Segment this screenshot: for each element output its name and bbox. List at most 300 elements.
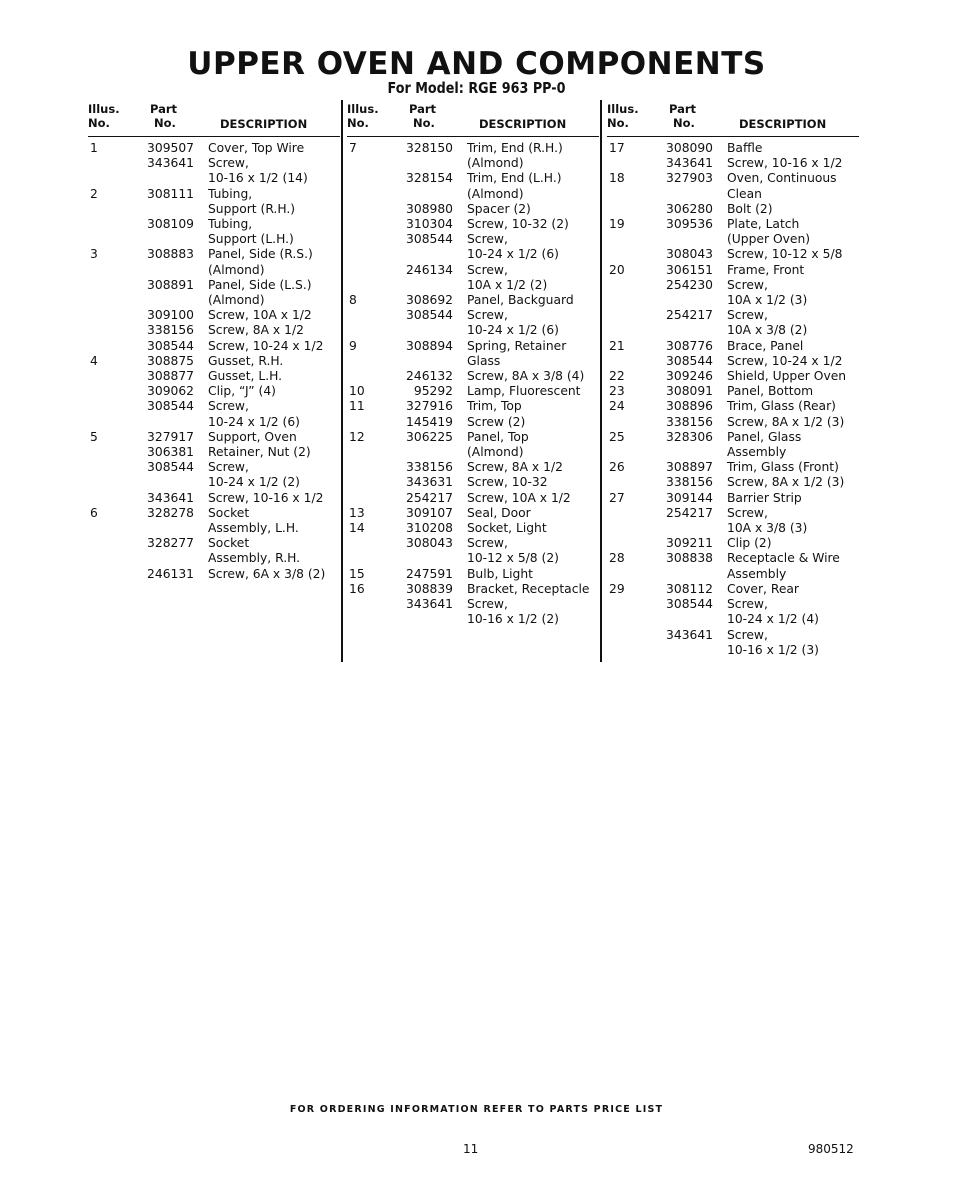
illus-number (607, 202, 657, 217)
part-number: 309507 (147, 141, 194, 155)
illus-number (347, 415, 397, 430)
part-description: Panel, Backguard (467, 293, 574, 308)
column-header (347, 100, 599, 137)
illus-number (88, 491, 138, 506)
parts-row (347, 369, 599, 384)
illus-number: 22 (609, 369, 625, 384)
illus-number (88, 156, 138, 186)
parts-row (88, 369, 340, 384)
part-description: Gusset, R.H. (208, 353, 284, 368)
part-description: Screw, 10-24 x 1/2 (6) (467, 308, 559, 338)
part-number: 309536 (666, 217, 713, 232)
illus-number (88, 217, 138, 247)
header-part-2: No. (413, 116, 435, 130)
part-number: 343641 (147, 490, 194, 505)
parts-row (347, 293, 599, 308)
part-number: 308109 (147, 217, 194, 232)
part-number: 338156 (406, 460, 453, 475)
part-description: Cover, Rear (727, 581, 799, 596)
illus-number (88, 567, 138, 582)
parts-row (347, 384, 599, 399)
part-description: Tubing, Support (R.H.) (208, 186, 296, 216)
header-illus-2: No. (607, 116, 629, 130)
part-description: Trim, End (R.H.) (Almond) (467, 141, 563, 171)
part-description: Bracket, Receptacle (467, 581, 590, 596)
illus-number: 28 (609, 551, 625, 566)
part-number: 254230 (666, 277, 713, 292)
illus-number: 9 (349, 338, 357, 353)
parts-row (607, 551, 859, 581)
part-description: Bolt (2) (727, 201, 773, 216)
part-description: Screw, 6A x 3/8 (2) (208, 566, 326, 581)
illus-number: 4 (90, 353, 98, 368)
illus-number: 14 (349, 521, 365, 536)
illus-number: 26 (609, 460, 625, 475)
part-number: 338156 (147, 323, 194, 338)
part-description: Trim, Top (467, 399, 522, 414)
part-description: Screw, 10-24 x 1/2 (4) (727, 597, 819, 627)
part-number: 309144 (666, 490, 713, 505)
illus-number (607, 536, 657, 551)
part-description: Seal, Door (467, 505, 531, 520)
parts-row (347, 460, 599, 475)
illus-number (88, 308, 138, 323)
part-description: Trim, Glass (Front) (727, 460, 839, 475)
illus-number (347, 597, 397, 627)
parts-row (607, 597, 859, 627)
part-description: Screw, 10-16 x 1/2 (2) (467, 597, 559, 627)
illus-number: 13 (349, 505, 365, 520)
part-number: 308875 (147, 353, 194, 368)
parts-row (347, 597, 599, 627)
illus-number: 18 (609, 171, 625, 186)
illus-number (607, 308, 657, 338)
illus-number: 23 (609, 384, 625, 399)
parts-row (347, 521, 599, 536)
illus-number (347, 475, 397, 490)
parts-column-1 (88, 100, 340, 582)
column-header (88, 100, 340, 137)
parts-row (88, 323, 340, 338)
parts-row (347, 171, 599, 201)
parts-row (607, 475, 859, 490)
illus-number (347, 171, 397, 201)
illus-number (607, 597, 657, 627)
part-description: Trim, Glass (Rear) (727, 399, 836, 414)
parts-row (607, 506, 859, 536)
parts-row (347, 567, 599, 582)
parts-row (607, 171, 859, 201)
parts-row (607, 369, 859, 384)
parts-row (347, 582, 599, 597)
part-number: 308043 (406, 536, 453, 551)
part-number: 338156 (666, 414, 713, 429)
parts-row (607, 491, 859, 506)
part-description: Screw, 10A x 1/2 (208, 308, 312, 323)
parts-row (88, 278, 340, 308)
parts-row (607, 217, 859, 247)
parts-row (88, 339, 340, 354)
part-number: 145419 (406, 414, 453, 429)
part-number: 343631 (406, 475, 453, 490)
part-number: 327916 (406, 399, 453, 414)
parts-row (347, 263, 599, 293)
parts-column-3 (607, 100, 859, 658)
part-number: 308891 (147, 277, 194, 292)
part-description: Clip, “J” (4) (208, 384, 276, 399)
illus-number (88, 445, 138, 460)
illus-number: 3 (90, 247, 98, 262)
part-description: Baffle (727, 141, 763, 155)
part-number: 310304 (406, 217, 453, 232)
part-number: 308544 (147, 460, 194, 475)
illus-number: 17 (609, 141, 625, 155)
illus-number (347, 202, 397, 217)
illus-number (347, 369, 397, 384)
parts-row (347, 506, 599, 521)
illus-number (347, 263, 397, 293)
part-description: Panel, Glass Assembly (727, 429, 802, 460)
part-description: Spacer (2) (467, 201, 531, 216)
part-number: 308877 (147, 369, 194, 384)
illus-number (607, 475, 657, 490)
illus-number (347, 217, 397, 232)
parts-row (88, 491, 340, 506)
part-description: Plate, Latch (Upper Oven) (727, 217, 811, 247)
illus-number (88, 339, 138, 354)
parts-row (88, 399, 340, 429)
part-number: 308544 (147, 399, 194, 414)
document-code: 980512 (808, 1142, 854, 1156)
illus-number (347, 536, 397, 566)
part-description: Screw (2) (467, 414, 526, 429)
part-number: 306225 (406, 429, 453, 444)
illus-number (88, 536, 138, 566)
part-number: 328154 (406, 171, 453, 186)
parts-row (607, 415, 859, 430)
header-part-2: No. (673, 116, 695, 130)
header-part-1: Part (150, 102, 178, 116)
part-description: Clip (2) (727, 536, 772, 551)
part-number: 306151 (666, 262, 713, 277)
part-description: Tubing, Support (L.H.) (208, 217, 294, 247)
part-description: Frame, Front (727, 262, 805, 277)
part-number: 308544 (147, 338, 194, 353)
part-description: Screw, 10-16 x 1/2 (727, 156, 843, 171)
parts-row (88, 217, 340, 247)
part-description: Screw, 10A x 3/8 (2) (727, 308, 808, 338)
part-description: Screw, 10-32 (2) (467, 217, 569, 232)
illus-number: 1 (90, 141, 98, 155)
part-description: Panel, Top (Almond) (467, 429, 529, 460)
ordering-note: FOR ORDERING INFORMATION REFER TO PARTS PRICE LIST (289, 1104, 664, 1115)
part-description: Panel, Side (L.S.) (Almond) (208, 277, 312, 308)
part-number: 308112 (666, 581, 713, 596)
part-description: Socket, Light (467, 521, 547, 536)
part-number: 306280 (666, 201, 713, 216)
parts-row (607, 263, 859, 278)
part-number: 246131 (147, 566, 194, 581)
parts-row (607, 384, 859, 399)
part-description: Gusset, L.H. (208, 369, 283, 384)
parts-row (347, 399, 599, 414)
illus-number (607, 506, 657, 536)
page-number: 11 (463, 1142, 479, 1156)
parts-row (607, 628, 859, 658)
part-description: Screw, 10-32 (467, 475, 548, 490)
illus-number (607, 628, 657, 658)
part-number: 328278 (147, 505, 194, 520)
part-number: 338156 (666, 475, 713, 490)
parts-row (88, 430, 340, 445)
part-description: Screw, 8A x 1/2 (467, 460, 563, 475)
part-description: Screw, 8A x 3/8 (4) (467, 369, 585, 384)
part-number: 308894 (406, 338, 453, 353)
header-illus-1: Illus. (88, 102, 120, 116)
parts-row (607, 582, 859, 597)
illus-number: 20 (609, 262, 625, 277)
part-description: Support, Oven (208, 429, 297, 444)
parts-row (607, 339, 859, 354)
part-number: 309211 (666, 536, 713, 551)
part-number: 309100 (147, 308, 194, 323)
part-number: 246134 (406, 262, 453, 277)
column-header (607, 100, 859, 137)
part-number: 308043 (666, 247, 713, 262)
header-part-2: No. (154, 116, 176, 130)
parts-row (88, 187, 340, 217)
part-number: 327903 (666, 171, 713, 186)
illus-number (607, 415, 657, 430)
part-number: 308896 (666, 399, 713, 414)
part-description: Screw, 10-24 x 1/2 (208, 338, 324, 353)
parts-row (88, 445, 340, 460)
part-number: 309246 (666, 369, 713, 384)
parts-row (347, 536, 599, 566)
part-number: 309062 (147, 384, 194, 399)
parts-row (347, 475, 599, 490)
illus-number (607, 247, 657, 262)
illus-number: 11 (349, 399, 365, 414)
parts-row (347, 202, 599, 217)
header-part-1: Part (409, 102, 437, 116)
parts-row (347, 141, 599, 171)
parts-row (88, 247, 340, 277)
illus-number (347, 460, 397, 475)
parts-row (607, 460, 859, 475)
illus-number: 6 (90, 505, 98, 520)
illus-number (607, 156, 657, 171)
part-number: 327917 (147, 429, 194, 444)
illus-number: 19 (609, 217, 625, 232)
part-description: Screw, 10-16 x 1/2 (208, 490, 324, 505)
part-description: Screw, 10-16 x 1/2 (3) (727, 627, 819, 657)
part-description: Retainer, Nut (2) (208, 445, 311, 460)
parts-row (88, 506, 340, 536)
parts-column-2 (347, 100, 599, 628)
part-description: Screw, 10-16 x 1/2 (14) (208, 156, 308, 186)
header-desc: DESCRIPTION (739, 117, 827, 131)
part-number: 308544 (406, 232, 453, 247)
parts-row (347, 430, 599, 460)
part-number: 309107 (406, 505, 453, 520)
illus-number (88, 460, 138, 490)
part-description: Oven, Continuous Clean (727, 171, 837, 201)
part-description: Screw, 8A x 1/2 (3) (727, 475, 845, 490)
parts-row (88, 354, 340, 369)
part-number: 328306 (666, 429, 713, 444)
part-number: 308544 (666, 353, 713, 368)
illus-number (88, 369, 138, 384)
illus-number: 25 (609, 429, 625, 444)
part-number: 308980 (406, 201, 453, 216)
parts-row (607, 308, 859, 338)
illus-number: 12 (349, 429, 365, 444)
part-number: 254217 (406, 490, 453, 505)
parts-row (88, 308, 340, 323)
illus-number: 21 (609, 338, 625, 353)
illus-number (607, 354, 657, 369)
illus-number: 5 (90, 429, 98, 444)
illus-number: 10 (349, 384, 365, 399)
part-number: 343641 (147, 156, 194, 171)
part-number: 328277 (147, 536, 194, 551)
illus-number (347, 308, 397, 338)
illus-number: 24 (609, 399, 625, 414)
part-number: 254217 (666, 505, 713, 520)
parts-row (347, 308, 599, 338)
header-illus-1: Illus. (607, 102, 639, 116)
parts-row (88, 567, 340, 582)
part-description: Screw, 10-24 x 1/2 (2) (208, 460, 300, 490)
part-number: 308544 (666, 597, 713, 612)
header-desc: DESCRIPTION (479, 117, 567, 131)
illus-number (347, 491, 397, 506)
part-number: 310208 (406, 521, 453, 536)
part-description: Cover, Top Wire (208, 141, 305, 155)
part-number: 308776 (666, 338, 713, 353)
part-description: Screw, 10A x 3/8 (3) (727, 505, 808, 536)
page-title: UPPER OVEN AND COMPONENTS (187, 46, 766, 82)
part-number: 246132 (406, 369, 453, 384)
part-description: Screw, 10-24 x 1/2 (6) (208, 399, 300, 429)
part-description: Brace, Panel (727, 338, 804, 353)
part-number: 95292 (413, 384, 453, 399)
parts-row (88, 141, 340, 156)
parts-row (88, 156, 340, 186)
illus-number: 2 (90, 186, 98, 201)
parts-row (347, 491, 599, 506)
part-number: 306381 (147, 445, 194, 460)
part-description: Shield, Upper Oven (727, 369, 847, 384)
parts-row (88, 384, 340, 399)
part-description: Screw, 10-12 x 5/8 (2) (467, 536, 559, 566)
illus-number: 7 (349, 141, 357, 155)
illus-number (88, 323, 138, 338)
part-description: Screw, 10-24 x 1/2 (6) (467, 232, 559, 262)
part-description: Screw, 10A x 1/2 (2) (467, 262, 548, 292)
illus-number (88, 384, 138, 399)
parts-row (88, 536, 340, 566)
part-number: 308111 (147, 186, 194, 201)
illus-number: 15 (349, 566, 365, 581)
parts-row (88, 460, 340, 490)
part-description: Panel, Bottom (727, 384, 814, 399)
part-number: 308897 (666, 460, 713, 475)
illus-number (347, 232, 397, 262)
part-description: Spring, Retainer Glass (467, 338, 567, 368)
part-number: 254217 (666, 308, 713, 323)
model-subtitle: For Model: RGE 963 PP-0 (387, 79, 566, 97)
illus-number: 16 (349, 581, 365, 596)
part-description: Screw, 10-24 x 1/2 (727, 353, 843, 368)
illus-number (607, 278, 657, 308)
parts-row (607, 278, 859, 308)
part-description: Screw, 8A x 1/2 (3) (727, 414, 845, 429)
part-number: 343641 (666, 156, 713, 171)
part-description: Screw, 10A x 1/2 (467, 490, 571, 505)
part-description: Screw, 8A x 1/2 (208, 323, 304, 338)
part-description: Panel, Side (R.S.) (Almond) (208, 247, 313, 277)
part-description: Barrier Strip (727, 490, 802, 505)
column-divider (600, 100, 602, 662)
part-number: 308544 (406, 308, 453, 323)
part-description: Lamp, Fluorescent (467, 384, 581, 399)
parts-row (607, 141, 859, 156)
part-number: 308883 (147, 247, 194, 262)
part-description: Screw, 10A x 1/2 (3) (727, 277, 808, 308)
part-number: 343641 (666, 627, 713, 642)
header-illus-2: No. (347, 116, 369, 130)
illus-number: 29 (609, 581, 625, 596)
parts-row (347, 232, 599, 262)
part-number: 328150 (406, 141, 453, 155)
illus-number: 27 (609, 490, 625, 505)
parts-row (607, 354, 859, 369)
parts-row (347, 339, 599, 369)
illus-number (88, 278, 138, 308)
part-number: 308839 (406, 581, 453, 596)
header-desc: DESCRIPTION (220, 117, 308, 131)
header-illus-2: No. (88, 116, 110, 130)
part-number: 308838 (666, 551, 713, 566)
illus-number (88, 399, 138, 429)
part-description: Trim, End (L.H.) (Almond) (467, 171, 562, 201)
part-description: Bulb, Light (467, 566, 533, 581)
part-number: 308091 (666, 384, 713, 399)
parts-row (607, 399, 859, 414)
part-number: 308692 (406, 293, 453, 308)
column-divider (341, 100, 343, 662)
header-illus-1: Illus. (347, 102, 379, 116)
parts-row (347, 217, 599, 232)
part-description: Socket Assembly, R.H. (208, 536, 301, 566)
parts-row (607, 156, 859, 171)
parts-row (607, 202, 859, 217)
header-part-1: Part (669, 102, 697, 116)
part-description: Screw, 10-12 x 5/8 (727, 247, 843, 262)
part-number: 308090 (666, 141, 713, 155)
part-number: 343641 (406, 597, 453, 612)
part-description: Receptacle & Wire Assembly (727, 551, 840, 581)
parts-row (607, 536, 859, 551)
part-number: 247591 (406, 566, 453, 581)
parts-row (347, 415, 599, 430)
parts-row (607, 247, 859, 262)
parts-row (607, 430, 859, 460)
illus-number: 8 (349, 293, 357, 308)
part-description: Socket Assembly, L.H. (208, 505, 299, 536)
